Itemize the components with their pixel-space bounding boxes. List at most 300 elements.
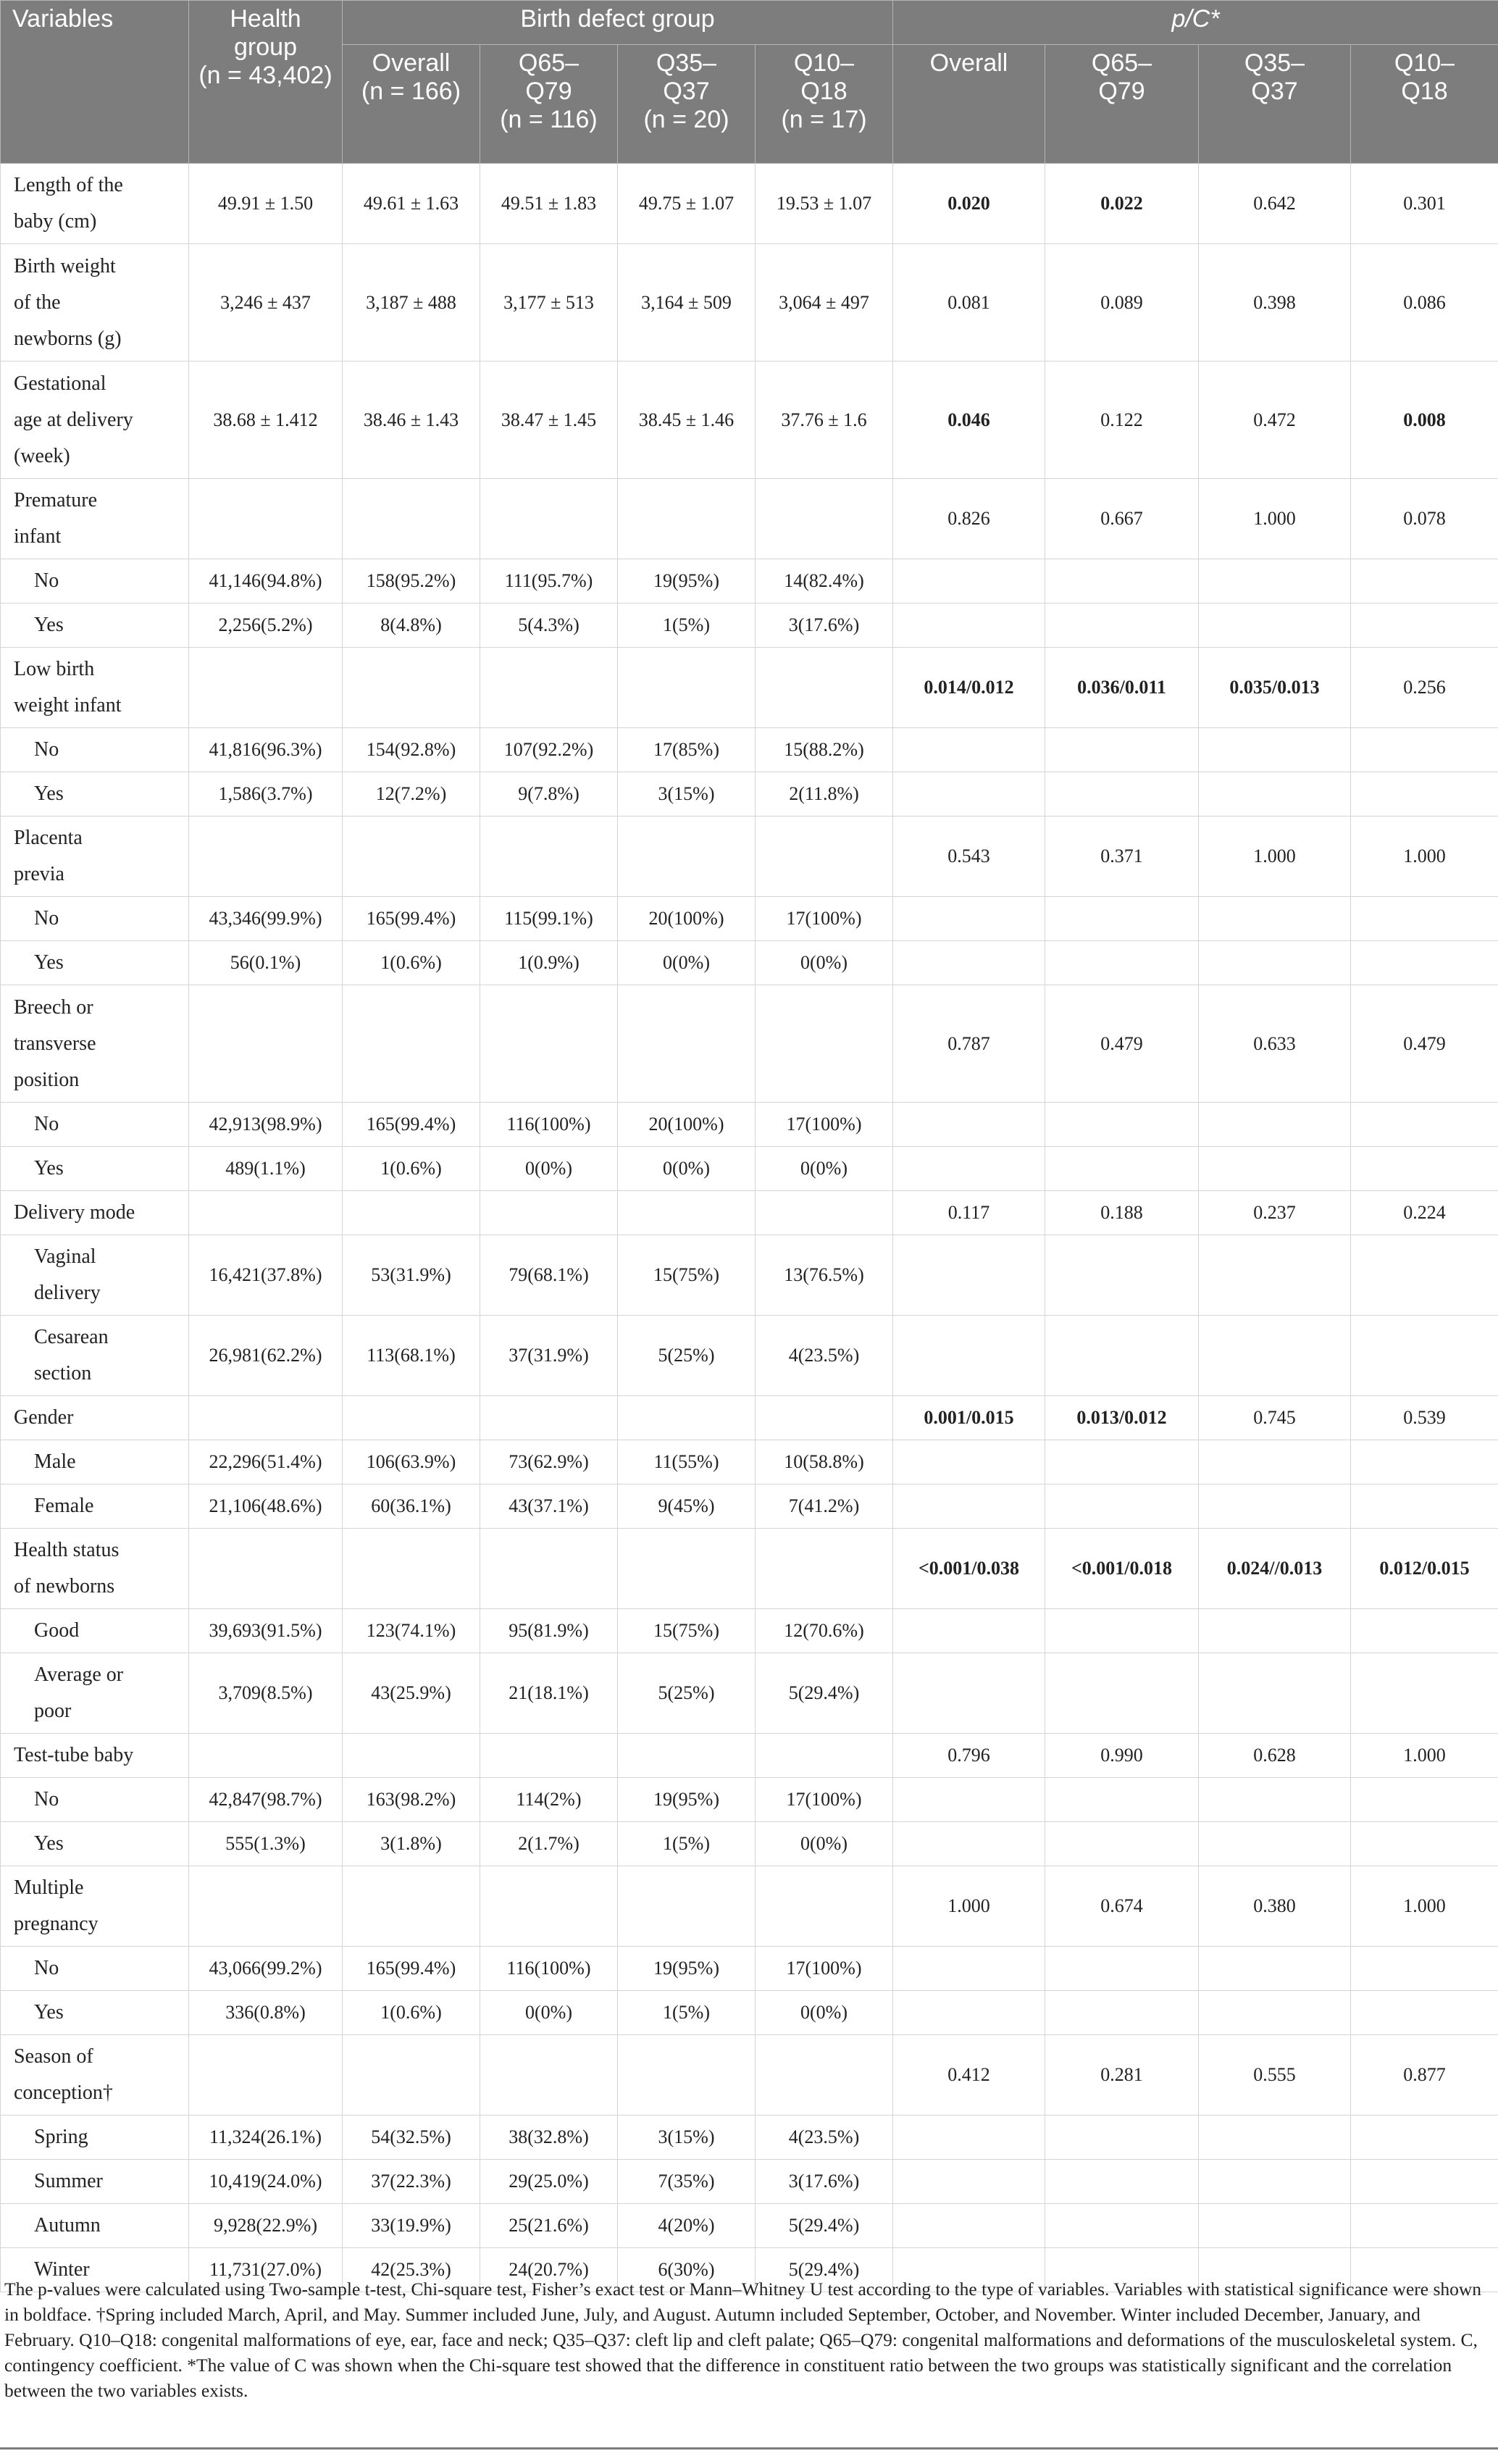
table-cell: [1199, 1947, 1351, 1991]
table-cell: [1199, 1609, 1351, 1653]
header-sub-line: (n = 166): [361, 78, 461, 106]
table-cell: 43,346(99.9%): [189, 897, 343, 941]
row-label: [1, 1316, 189, 1396]
table-cell: [1045, 772, 1199, 817]
table-cell: [1199, 941, 1351, 985]
table-cell: 0.256: [1351, 648, 1498, 728]
table-cell: [480, 1866, 618, 1947]
table-cell: [480, 2035, 618, 2116]
row-label: [1, 1191, 189, 1235]
row-label: [1, 479, 189, 559]
table-cell: 11,324(26.1%): [189, 2116, 343, 2160]
table-cell: 0(0%): [618, 1147, 756, 1191]
table-cell: 26,981(62.2%): [189, 1316, 343, 1396]
table-row: [1, 362, 1498, 479]
table-cell: 336(0.8%): [189, 1991, 343, 2035]
table-cell: [618, 1529, 756, 1609]
table-row: [1, 2204, 1498, 2248]
table-cell: 0.674: [1045, 1866, 1199, 1947]
row-label-line: Breech or: [14, 995, 93, 1019]
header-sub-line: Q10–: [1394, 49, 1455, 78]
table-cell: 43(25.9%): [343, 1653, 480, 1734]
table-cell: 3,709(8.5%): [189, 1653, 343, 1734]
header-bd-sub-2: [618, 45, 756, 164]
table-cell: [1045, 2204, 1199, 2248]
table-cell: [343, 1396, 480, 1440]
table-cell: 42,847(98.7%): [189, 1778, 343, 1822]
table-cell: [1199, 2204, 1351, 2248]
table-cell: 0.371: [1045, 817, 1199, 897]
table-cell: [480, 1191, 618, 1235]
table-cell: 0.667: [1045, 479, 1199, 559]
table-cell: [618, 2035, 756, 2116]
table-cell: 42(25.3%): [343, 2248, 480, 2292]
row-label-line: delivery: [34, 1282, 101, 1304]
table-cell: [480, 1734, 618, 1778]
row-label: [1, 941, 189, 985]
row-label-line: Winter: [34, 2258, 90, 2281]
table-cell: 111(95.7%): [480, 559, 618, 604]
table-cell: 11(55%): [618, 1440, 756, 1484]
table-cell: 29(25.0%): [480, 2160, 618, 2204]
table-cell: 5(29.4%): [756, 2248, 893, 2292]
table-cell: [893, 1653, 1045, 1734]
table-cell: [893, 1484, 1045, 1529]
table-cell: 0.555: [1199, 2035, 1351, 2116]
table-cell: [893, 2204, 1045, 2248]
table-cell: 79(68.1%): [480, 1235, 618, 1316]
row-label-line: (week): [14, 444, 70, 467]
table-cell: 37(22.3%): [343, 2160, 480, 2204]
table-cell: [343, 648, 480, 728]
row-label-line: No: [34, 1788, 59, 1811]
table-cell: 0.014/0.012: [893, 648, 1045, 728]
table-cell: [1045, 1147, 1199, 1191]
table-cell: [1045, 559, 1199, 604]
table-row: [1, 985, 1498, 1103]
table-cell: 158(95.2%): [343, 559, 480, 604]
table-cell: [1045, 1778, 1199, 1822]
table-cell: [1199, 2116, 1351, 2160]
table-cell: [1351, 1440, 1498, 1484]
table-cell: 12(70.6%): [756, 1609, 893, 1653]
table-cell: 1(0.6%): [343, 1991, 480, 2035]
row-label-line: Yes: [34, 782, 64, 805]
header-sub-line: (n = 17): [781, 106, 867, 134]
table-cell: 0.001/0.015: [893, 1396, 1045, 1440]
table-cell: [1045, 1947, 1199, 1991]
row-label-line: newborns (g): [14, 327, 122, 350]
table-cell: [756, 1866, 893, 1947]
table-cell: 0.301: [1351, 164, 1498, 244]
table-row: [1, 1440, 1498, 1484]
table-cell: 1.000: [1351, 1734, 1498, 1778]
table-cell: [893, 1440, 1045, 1484]
table-cell: 2(11.8%): [756, 772, 893, 817]
table-cell: [1045, 1103, 1199, 1147]
table-cell: 19(95%): [618, 1947, 756, 1991]
table-row: [1, 1235, 1498, 1316]
table-cell: 0(0%): [756, 1991, 893, 2035]
row-label-line: Placenta: [14, 827, 83, 849]
table-cell: 49.91 ± 1.50: [189, 164, 343, 244]
row-label-line: transverse: [14, 1032, 96, 1055]
table-cell: [756, 1734, 893, 1778]
row-label-line: Vaginal: [34, 1245, 96, 1268]
table-cell: [893, 1778, 1045, 1822]
table-cell: [1351, 1235, 1498, 1316]
row-label: [1, 1734, 189, 1778]
table-cell: [1045, 1653, 1199, 1734]
row-label-line: section: [34, 1362, 92, 1385]
table-cell: 43,066(99.2%): [189, 1947, 343, 1991]
header-sub-line: Q65–: [518, 49, 579, 78]
table-row: [1, 1609, 1498, 1653]
row-label-line: Yes: [34, 614, 64, 636]
table-cell: 41,146(94.8%): [189, 559, 343, 604]
table-cell: [893, 772, 1045, 817]
table-cell: 0.237: [1199, 1191, 1351, 1235]
table-cell: 38.68 ± 1.412: [189, 362, 343, 479]
row-label-line: pregnancy: [14, 1913, 99, 1935]
table-row: [1, 1653, 1498, 1734]
table-cell: 0.036/0.011: [1045, 648, 1199, 728]
table-cell: [893, 1147, 1045, 1191]
row-label-line: poor: [34, 1700, 72, 1722]
row-label-line: No: [34, 738, 59, 761]
row-label: [1, 817, 189, 897]
table-cell: 7(35%): [618, 2160, 756, 2204]
table-cell: 17(85%): [618, 728, 756, 772]
table-footnote: [4, 2276, 1494, 2403]
table-cell: 53(31.9%): [343, 1235, 480, 1316]
table-cell: [756, 1191, 893, 1235]
table-cell: 106(63.9%): [343, 1440, 480, 1484]
table-cell: [756, 1396, 893, 1440]
table-cell: 3,064 ± 497: [756, 244, 893, 362]
table-cell: 38.45 ± 1.46: [618, 362, 756, 479]
table-cell: 6(30%): [618, 2248, 756, 2292]
table-cell: 0.188: [1045, 1191, 1199, 1235]
table-cell: 0.086: [1351, 244, 1498, 362]
header-birth-defect-group: Birth defect group: [343, 1, 893, 45]
table-cell: [618, 479, 756, 559]
table-cell: 116(100%): [480, 1103, 618, 1147]
header-bd-sub-1: [480, 45, 618, 164]
table-cell: [618, 1396, 756, 1440]
row-label: [1, 164, 189, 244]
table-cell: [1351, 1653, 1498, 1734]
table-cell: [1351, 1609, 1498, 1653]
row-label-line: age at delivery: [14, 408, 133, 431]
table-row: [1, 1316, 1498, 1396]
table-cell: 0.022: [1045, 164, 1199, 244]
table-cell: [1351, 1991, 1498, 2035]
row-label-line: No: [34, 569, 59, 592]
row-label-line: Birth weight: [14, 254, 116, 277]
header-health-line: Health: [230, 5, 301, 33]
table-cell: [618, 648, 756, 728]
table-cell: [618, 1191, 756, 1235]
table-cell: [1045, 1316, 1199, 1396]
row-label-line: No: [34, 907, 59, 930]
table-cell: [1351, 1147, 1498, 1191]
table-cell: 3,164 ± 509: [618, 244, 756, 362]
row-label: [1, 897, 189, 941]
table-cell: 60(36.1%): [343, 1484, 480, 1529]
table-cell: 10,419(24.0%): [189, 2160, 343, 2204]
table-cell: [1351, 1822, 1498, 1866]
row-label: [1, 772, 189, 817]
row-label-line: Health status: [14, 1539, 120, 1561]
table-cell: 95(81.9%): [480, 1609, 618, 1653]
table-cell: 39,693(91.5%): [189, 1609, 343, 1653]
table-cell: [1351, 2160, 1498, 2204]
table-cell: 114(2%): [480, 1778, 618, 1822]
table-cell: [1199, 2160, 1351, 2204]
table-cell: 43(37.1%): [480, 1484, 618, 1529]
table-cell: [893, 604, 1045, 648]
row-label-line: infant: [14, 525, 62, 548]
table-cell: [189, 648, 343, 728]
table-row: [1, 897, 1498, 941]
table-cell: [893, 2116, 1045, 2160]
table-cell: 7(41.2%): [756, 1484, 893, 1529]
table-cell: 0.745: [1199, 1396, 1351, 1440]
table-cell: [1199, 1991, 1351, 2035]
table-cell: [1199, 772, 1351, 817]
table-cell: [1199, 1440, 1351, 1484]
table-cell: 14(82.4%): [756, 559, 893, 604]
table-row: [1, 164, 1498, 244]
table-cell: 1(5%): [618, 604, 756, 648]
header-p-c: p/C*: [893, 1, 1498, 45]
table-cell: 49.75 ± 1.07: [618, 164, 756, 244]
table-row: [1, 1396, 1498, 1440]
header-pc-sub-1: [1045, 45, 1199, 164]
table-cell: 9,928(22.9%): [189, 2204, 343, 2248]
table-cell: 0(0%): [618, 941, 756, 985]
table-row: [1, 1778, 1498, 1822]
row-label-line: No: [34, 1957, 59, 1979]
table-cell: 5(25%): [618, 1316, 756, 1396]
row-label: [1, 728, 189, 772]
table-cell: 37.76 ± 1.6: [756, 362, 893, 479]
table-row: [1, 728, 1498, 772]
table-cell: [618, 1866, 756, 1947]
header-health-group: [189, 1, 343, 164]
table-cell: 3,177 ± 513: [480, 244, 618, 362]
table-cell: [343, 1191, 480, 1235]
table-row: [1, 817, 1498, 897]
table-cell: 38(32.8%): [480, 2116, 618, 2160]
row-label: [1, 1609, 189, 1653]
table-cell: [343, 1866, 480, 1947]
table-cell: 38.47 ± 1.45: [480, 362, 618, 479]
table-cell: 0.642: [1199, 164, 1351, 244]
row-label-line: Yes: [34, 1157, 64, 1179]
row-label: [1, 2160, 189, 2204]
table-cell: 3,246 ± 437: [189, 244, 343, 362]
row-label-line: Yes: [34, 951, 64, 974]
table-cell: [480, 479, 618, 559]
table-cell: [893, 1609, 1045, 1653]
row-label-line: Test-tube baby: [14, 1744, 134, 1766]
table-cell: 0.078: [1351, 479, 1498, 559]
table-cell: [1351, 1316, 1498, 1396]
table-cell: 116(100%): [480, 1947, 618, 1991]
table-cell: [1351, 728, 1498, 772]
table-cell: [893, 1822, 1045, 1866]
table-cell: [893, 1316, 1045, 1396]
table-cell: [893, 941, 1045, 985]
table-cell: [480, 817, 618, 897]
table-cell: 1,586(3.7%): [189, 772, 343, 817]
row-label-line: Season of: [14, 2045, 93, 2068]
table-cell: 0.787: [893, 985, 1045, 1103]
table-cell: 0.796: [893, 1734, 1045, 1778]
table-cell: 0.024//0.013: [1199, 1529, 1351, 1609]
table-cell: [893, 2160, 1045, 2204]
table-cell: [756, 985, 893, 1103]
table-cell: [756, 648, 893, 728]
table-cell: 489(1.1%): [189, 1147, 343, 1191]
header-sub-line: (n = 20): [643, 106, 729, 134]
table-cell: 15(75%): [618, 1609, 756, 1653]
table-cell: 49.51 ± 1.83: [480, 164, 618, 244]
table-cell: [1351, 897, 1498, 941]
row-label-line: Delivery mode: [14, 1201, 135, 1224]
table-cell: <0.001/0.038: [893, 1529, 1045, 1609]
table-cell: [1199, 1778, 1351, 1822]
table-cell: [1045, 1440, 1199, 1484]
table-row: [1, 559, 1498, 604]
table-cell: 1(0.6%): [343, 941, 480, 985]
table-cell: [1351, 1778, 1498, 1822]
table-cell: [618, 985, 756, 1103]
table-row: [1, 1529, 1498, 1609]
table-cell: 165(99.4%): [343, 1103, 480, 1147]
row-label: [1, 244, 189, 362]
table-cell: [1045, 1484, 1199, 1529]
table-cell: 41,816(96.3%): [189, 728, 343, 772]
table-cell: [343, 817, 480, 897]
table-cell: [189, 1734, 343, 1778]
header-sub-line: (n = 116): [500, 106, 598, 134]
table-cell: 0.990: [1045, 1734, 1199, 1778]
row-label-line: Low birth: [14, 658, 95, 680]
table-cell: [893, 1235, 1045, 1316]
row-label: [1, 1653, 189, 1734]
table-cell: [1199, 1147, 1351, 1191]
table-cell: 22,296(51.4%): [189, 1440, 343, 1484]
table-cell: 3,187 ± 488: [343, 244, 480, 362]
row-label: [1, 1396, 189, 1440]
table-cell: 1.000: [1351, 1866, 1498, 1947]
table-cell: 0.539: [1351, 1396, 1498, 1440]
row-label-line: baby (cm): [14, 210, 97, 233]
header-pc-sub-3: [1351, 45, 1498, 164]
table-cell: 0.020: [893, 164, 1045, 244]
row-label-line: Male: [34, 1450, 76, 1473]
table-cell: 0.117: [893, 1191, 1045, 1235]
table-cell: 0.380: [1199, 1866, 1351, 1947]
table-cell: <0.001/0.018: [1045, 1529, 1199, 1609]
table-cell: 16,421(37.8%): [189, 1235, 343, 1316]
row-label: [1, 559, 189, 604]
table-cell: 20(100%): [618, 1103, 756, 1147]
table-row: [1, 1991, 1498, 2035]
row-label: [1, 1822, 189, 1866]
table-cell: [343, 985, 480, 1103]
row-label: [1, 1147, 189, 1191]
table-cell: [1199, 1484, 1351, 1529]
table-cell: [1045, 897, 1199, 941]
table-cell: [1045, 728, 1199, 772]
table-cell: 0.877: [1351, 2035, 1498, 2116]
row-label-line: position: [14, 1068, 80, 1091]
table-cell: 0.046: [893, 362, 1045, 479]
table-cell: [1045, 604, 1199, 648]
row-label: [1, 1103, 189, 1147]
row-label: [1, 604, 189, 648]
table-cell: 19(95%): [618, 559, 756, 604]
table-cell: 555(1.3%): [189, 1822, 343, 1866]
table-cell: 3(17.6%): [756, 2160, 893, 2204]
row-label-line: Yes: [34, 1832, 64, 1855]
table-cell: 0(0%): [756, 1822, 893, 1866]
header-sub-line: Q35–: [1244, 49, 1305, 78]
table-cell: [189, 817, 343, 897]
row-label-line: of the: [14, 291, 61, 314]
table-cell: 2(1.7%): [480, 1822, 618, 1866]
table-cell: 1.000: [1351, 817, 1498, 897]
table-cell: 0.035/0.013: [1199, 648, 1351, 728]
table-cell: 0.013/0.012: [1045, 1396, 1199, 1440]
table-cell: [1199, 728, 1351, 772]
header-sub-line: Q37: [1251, 78, 1298, 106]
table-cell: [1045, 941, 1199, 985]
table-cell: [1199, 1822, 1351, 1866]
row-label-line: previa: [14, 863, 64, 885]
table-cell: [343, 479, 480, 559]
table-cell: 0.122: [1045, 362, 1199, 479]
table-cell: [343, 1734, 480, 1778]
table-cell: [1199, 897, 1351, 941]
table-cell: 73(62.9%): [480, 1440, 618, 1484]
bottom-rule: [0, 2447, 1498, 2450]
table-row: [1, 1147, 1498, 1191]
table-cell: [480, 1529, 618, 1609]
table-cell: [756, 817, 893, 897]
header-sub-line: Q37: [663, 78, 710, 106]
table-cell: [480, 648, 618, 728]
table-cell: [1351, 772, 1498, 817]
row-label-line: Multiple: [14, 1876, 84, 1899]
table-cell: [1199, 1235, 1351, 1316]
table-cell: 4(23.5%): [756, 2116, 893, 2160]
table-cell: [1351, 2204, 1498, 2248]
table-row: [1, 1734, 1498, 1778]
table-cell: [1351, 559, 1498, 604]
table-cell: 1(5%): [618, 1991, 756, 2035]
table-cell: 11,731(27.0%): [189, 2248, 343, 2292]
table-row: [1, 1191, 1498, 1235]
table-cell: [1045, 1609, 1199, 1653]
header-health-n: (n = 43,402): [198, 62, 332, 89]
table-cell: [1351, 1103, 1498, 1147]
table-cell: 0.479: [1351, 985, 1498, 1103]
